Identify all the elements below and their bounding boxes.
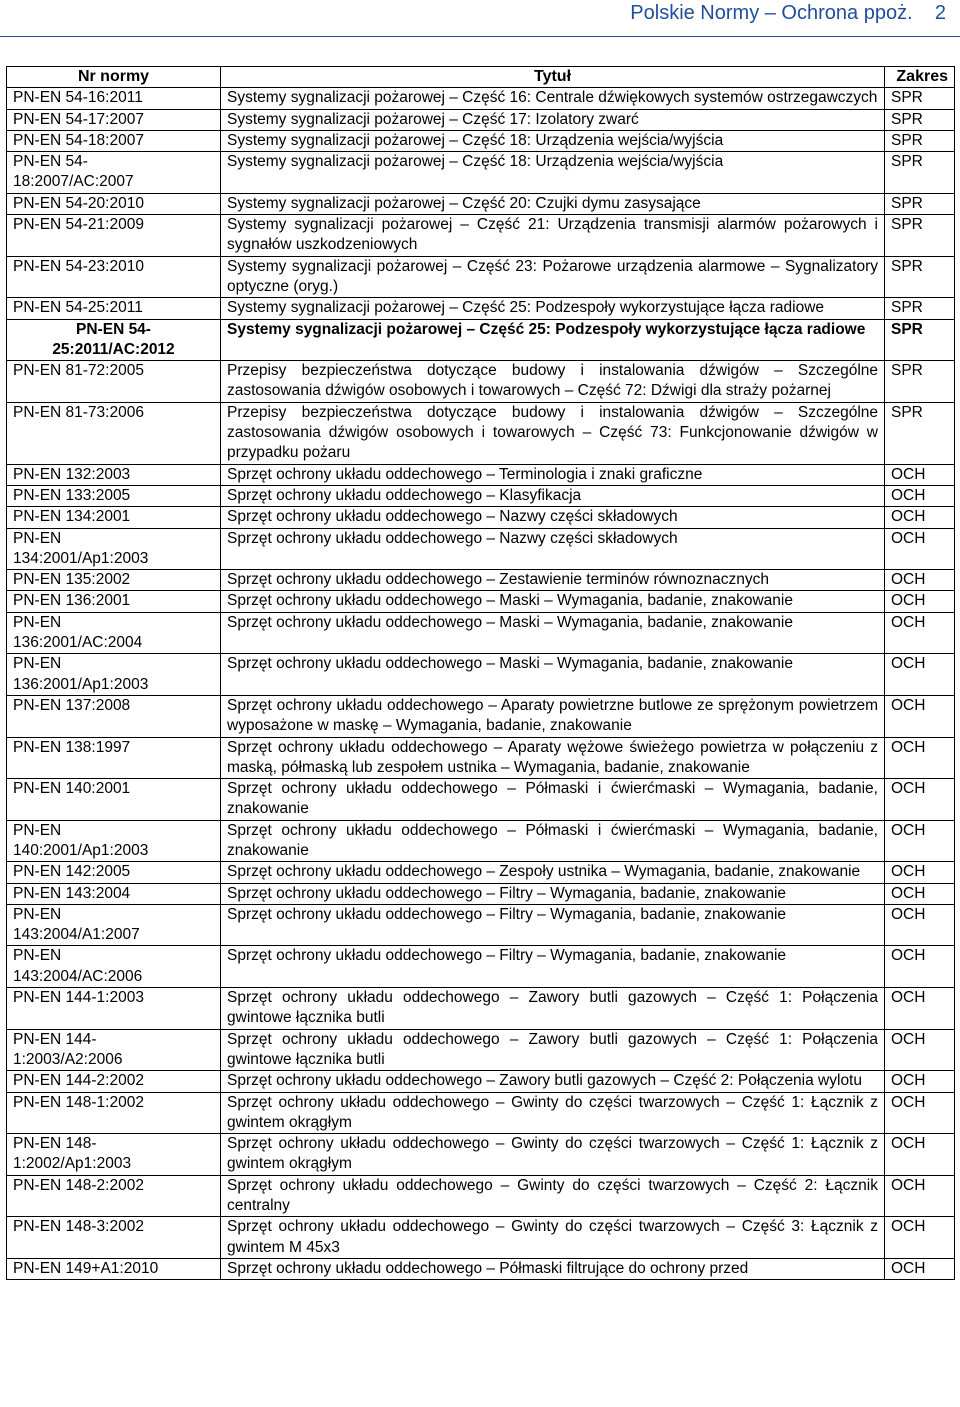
standard-scope-cell: OCH — [885, 1029, 955, 1071]
standard-scope-cell: OCH — [885, 988, 955, 1030]
standard-number-cell: PN-EN 135:2002 — [7, 570, 221, 591]
standard-scope-cell: OCH — [885, 1092, 955, 1134]
column-header-scope: Zakres — [885, 67, 955, 88]
table-row — [7, 1217, 955, 1259]
standard-title-cell: Sprzęt ochrony układu oddechowego – Zawory butli gazowych – Część 2: Połączenia wylotu — [221, 1071, 885, 1092]
standard-number-cell: PN-EN 148-1:2002 — [7, 1092, 221, 1134]
standard-number-cell: PN-EN 136:2001/AC:2004 — [7, 612, 221, 654]
standard-title-cell: Przepisy bezpieczeństwa dotyczące budowy i instalowania dźwigów – Szczególne zastosowania dźwigów osobowych i towarowych – Część 73: Funkcjonowanie dźwigów w przypadku pożaru — [221, 402, 885, 464]
standard-number-cell: PN-EN 54-18:2007 — [7, 130, 221, 151]
standard-title-cell: Sprzęt ochrony układu oddechowego – Klasyfikacja — [221, 485, 885, 506]
table-row — [7, 737, 955, 779]
standard-title-cell: Systemy sygnalizacji pożarowej – Część 25: Podzespoły wykorzystujące łącza radiowe — [221, 298, 885, 319]
standard-scope-cell: OCH — [885, 485, 955, 506]
table-row — [7, 88, 955, 109]
standard-title-cell: Sprzęt ochrony układu oddechowego – Gwinty do części twarzowych – Część 2: Łącznik centralny — [221, 1175, 885, 1217]
standard-scope-cell: OCH — [885, 946, 955, 988]
standard-number-cell: PN-EN 54-17:2007 — [7, 109, 221, 130]
standard-title-cell: Przepisy bezpieczeństwa dotyczące budowy i instalowania dźwigów – Szczególne zastosowania dźwigów osobowych i towarowych – Część 72: Dźwigi dla straży pożarnej — [221, 361, 885, 403]
table-row — [7, 361, 955, 403]
table-row — [7, 654, 955, 696]
standard-title-cell: Sprzęt ochrony układu oddechowego – Terminologia i znaki graficzne — [221, 464, 885, 485]
standard-title-cell: Sprzęt ochrony układu oddechowego – Filtry – Wymagania, badanie, znakowanie — [221, 883, 885, 904]
page-number: 2 — [934, 2, 946, 24]
standard-title-cell: Systemy sygnalizacji pożarowej – Część 16: Centrale dźwiękowych systemów ostrzegawczych — [221, 88, 885, 109]
standard-title-cell: Sprzęt ochrony układu oddechowego – Filtry – Wymagania, badanie, znakowanie — [221, 904, 885, 946]
standard-number-cell: PN-EN 144- 1:2003/A2:2006 — [7, 1029, 221, 1071]
column-header-number: Nr normy — [7, 67, 221, 88]
standard-scope-cell: SPR — [885, 109, 955, 130]
standard-number-cell: PN-EN 132:2003 — [7, 464, 221, 485]
standard-number-cell: PN-EN 54-23:2010 — [7, 256, 221, 298]
standard-number-cell: PN-EN 144-1:2003 — [7, 988, 221, 1030]
standard-title-cell: Sprzęt ochrony układu oddechowego – Półmaski i ćwierćmaski – Wymagania, badanie, znakowanie — [221, 779, 885, 821]
table-row — [7, 109, 955, 130]
standard-title-cell: Sprzęt ochrony układu oddechowego – Maski – Wymagania, badanie, znakowanie — [221, 612, 885, 654]
standard-scope-cell: SPR — [885, 361, 955, 403]
table-row — [7, 507, 955, 528]
standard-scope-cell: OCH — [885, 779, 955, 821]
standard-scope-cell: OCH — [885, 528, 955, 570]
standard-number-cell: PN-EN 142:2005 — [7, 862, 221, 883]
table-row — [7, 256, 955, 298]
standard-number-cell: PN-EN 148-2:2002 — [7, 1175, 221, 1217]
table-row — [7, 1029, 955, 1071]
standard-number-cell: PN-EN 54-16:2011 — [7, 88, 221, 109]
standard-number-cell: PN-EN 134:2001/Ap1:2003 — [7, 528, 221, 570]
standard-number-cell: PN-EN 81-72:2005 — [7, 361, 221, 403]
standard-number-cell: PN-EN 148- 1:2002/Ap1:2003 — [7, 1134, 221, 1176]
standard-scope-cell: OCH — [885, 695, 955, 737]
standard-title-cell: Sprzęt ochrony układu oddechowego – Półmaski filtrujące do ochrony przed — [221, 1258, 885, 1279]
header-title — [630, 2, 946, 25]
table-row — [7, 988, 955, 1030]
standard-scope-cell: OCH — [885, 1258, 955, 1279]
table-row — [7, 1134, 955, 1176]
standard-number-cell: PN-EN 54-21:2009 — [7, 215, 221, 257]
standard-title-cell: Sprzęt ochrony układu oddechowego – Maski – Wymagania, badanie, znakowanie — [221, 591, 885, 612]
standard-number-cell: PN-EN 143:2004 — [7, 883, 221, 904]
standard-scope-cell: OCH — [885, 1217, 955, 1259]
table-row — [7, 779, 955, 821]
standard-number-cell: PN-EN 136:2001/Ap1:2003 — [7, 654, 221, 696]
page-header — [0, 0, 960, 44]
table-row — [7, 862, 955, 883]
standard-scope-cell: OCH — [885, 464, 955, 485]
standard-number-cell: PN-EN 144-2:2002 — [7, 1071, 221, 1092]
table-row — [7, 298, 955, 319]
standard-number-cell: PN-EN 140:2001/Ap1:2003 — [7, 820, 221, 862]
table-row — [7, 193, 955, 214]
table-body — [7, 88, 955, 1280]
table-row — [7, 1175, 955, 1217]
standard-scope-cell: SPR — [885, 402, 955, 464]
standard-scope-cell: SPR — [885, 130, 955, 151]
table-row — [7, 1071, 955, 1092]
standard-scope-cell: OCH — [885, 820, 955, 862]
standard-title-cell: Sprzęt ochrony układu oddechowego – Zawory butli gazowych – Część 1: Połączenia gwintowe łącznika butli — [221, 988, 885, 1030]
table-row — [7, 695, 955, 737]
column-header-title: Tytuł — [221, 67, 885, 88]
table-row — [7, 612, 955, 654]
standard-scope-cell: SPR — [885, 256, 955, 298]
standard-scope-cell: OCH — [885, 570, 955, 591]
standard-number-cell: PN-EN 134:2001 — [7, 507, 221, 528]
standard-number-cell: PN-EN 81-73:2006 — [7, 402, 221, 464]
table-row — [7, 1092, 955, 1134]
standard-number-cell: PN-EN 143:2004/AC:2006 — [7, 946, 221, 988]
table-row — [7, 570, 955, 591]
standard-number-cell: PN-EN 138:1997 — [7, 737, 221, 779]
standard-number-cell: PN-EN 133:2005 — [7, 485, 221, 506]
standard-number-cell: PN-EN 137:2008 — [7, 695, 221, 737]
standard-title-cell: Sprzęt ochrony układu oddechowego – Gwinty do części twarzowych – Część 1: Łącznik z gwintem okrągłym — [221, 1092, 885, 1134]
table-row — [7, 152, 955, 194]
standard-title-cell: Systemy sygnalizacji pożarowej – Część 18: Urządzenia wejścia/wyjścia — [221, 130, 885, 151]
standard-number-cell: PN-EN 54- 25:2011/AC:2012 — [7, 319, 221, 361]
standard-number-cell: PN-EN 136:2001 — [7, 591, 221, 612]
standard-title-cell: Sprzęt ochrony układu oddechowego – Filtry – Wymagania, badanie, znakowanie — [221, 946, 885, 988]
table-row — [7, 485, 955, 506]
standard-number-cell: PN-EN 140:2001 — [7, 779, 221, 821]
table-row — [7, 591, 955, 612]
standard-number-cell: PN-EN 143:2004/A1:2007 — [7, 904, 221, 946]
standard-title-cell: Systemy sygnalizacji pożarowej – Część 20: Czujki dymu zasysające — [221, 193, 885, 214]
standard-number-cell: PN-EN 149+A1:2010 — [7, 1258, 221, 1279]
standard-title-cell: Sprzęt ochrony układu oddechowego – Maski – Wymagania, badanie, znakowanie — [221, 654, 885, 696]
standard-title-cell: Sprzęt ochrony układu oddechowego – Zespoły ustnika – Wymagania, badanie, znakowanie — [221, 862, 885, 883]
standard-scope-cell: OCH — [885, 737, 955, 779]
table-row — [7, 904, 955, 946]
standard-scope-cell: OCH — [885, 862, 955, 883]
standard-scope-cell: SPR — [885, 152, 955, 194]
table-row — [7, 402, 955, 464]
standard-title-cell: Systemy sygnalizacji pożarowej – Część 23: Pożarowe urządzenia alarmowe – Sygnalizatory optyczne (oryg.) — [221, 256, 885, 298]
table-row — [7, 464, 955, 485]
standard-title-cell: Sprzęt ochrony układu oddechowego – Gwinty do części twarzowych – Część 1: Łącznik z gwintem okrągłym — [221, 1134, 885, 1176]
table-row — [7, 946, 955, 988]
standard-title-cell: Systemy sygnalizacji pożarowej – Część 25: Podzespoły wykorzystujące łącza radiowe — [221, 319, 885, 361]
table-row — [7, 820, 955, 862]
standard-title-cell: Sprzęt ochrony układu oddechowego – Półmaski i ćwierćmaski – Wymagania, badanie, znakowanie — [221, 820, 885, 862]
standard-scope-cell: SPR — [885, 88, 955, 109]
table-row — [7, 215, 955, 257]
standard-scope-cell: OCH — [885, 507, 955, 528]
standard-title-cell: Sprzęt ochrony układu oddechowego – Gwinty do części twarzowych – Część 3: Łącznik z gwintem M 45x3 — [221, 1217, 885, 1259]
table-row — [7, 130, 955, 151]
standard-title-cell: Sprzęt ochrony układu oddechowego – Nazwy części składowych — [221, 528, 885, 570]
standard-title-cell: Sprzęt ochrony układu oddechowego – Nazwy części składowych — [221, 507, 885, 528]
standard-number-cell: PN-EN 148-3:2002 — [7, 1217, 221, 1259]
table-row — [7, 883, 955, 904]
standard-scope-cell: OCH — [885, 904, 955, 946]
standard-title-cell: Systemy sygnalizacji pożarowej – Część 17: Izolatory zwarć — [221, 109, 885, 130]
standards-table — [6, 66, 955, 1280]
table-row — [7, 319, 955, 361]
standard-scope-cell: OCH — [885, 591, 955, 612]
table-row — [7, 528, 955, 570]
standard-title-cell: Sprzęt ochrony układu oddechowego – Zawory butli gazowych – Część 1: Połączenia gwintowe łącznika butli — [221, 1029, 885, 1071]
standard-scope-cell: OCH — [885, 883, 955, 904]
standard-title-cell: Systemy sygnalizacji pożarowej – Część 21: Urządzenia transmisji alarmów pożarowych i sygnałów uszkodzeniowych — [221, 215, 885, 257]
header-divider — [0, 36, 960, 37]
standard-number-cell: PN-EN 54-20:2010 — [7, 193, 221, 214]
table-header-row — [7, 67, 955, 88]
standard-number-cell: PN-EN 54-25:2011 — [7, 298, 221, 319]
standard-scope-cell: OCH — [885, 1134, 955, 1176]
standard-scope-cell: OCH — [885, 1175, 955, 1217]
table-row — [7, 1258, 955, 1279]
standard-scope-cell: SPR — [885, 193, 955, 214]
header-title-text: Polskie Normy – Ochrona ppoż. — [630, 2, 913, 24]
standard-scope-cell: SPR — [885, 319, 955, 361]
standard-scope-cell: OCH — [885, 654, 955, 696]
standard-title-cell: Sprzęt ochrony układu oddechowego – Aparaty powietrzne butlowe ze sprężonym powietrzem wyposażone w maskę – Wymagania, badanie, znakowanie — [221, 695, 885, 737]
standard-scope-cell: SPR — [885, 298, 955, 319]
standard-scope-cell: OCH — [885, 612, 955, 654]
standard-title-cell: Systemy sygnalizacji pożarowej – Część 18: Urządzenia wejścia/wyjścia — [221, 152, 885, 194]
standard-scope-cell: SPR — [885, 215, 955, 257]
standard-number-cell: PN-EN 54- 18:2007/AC:2007 — [7, 152, 221, 194]
standard-title-cell: Sprzęt ochrony układu oddechowego – Aparaty wężowe świeżego powietrza w połączeniu z maską, półmaską lub zespołem ustnika – Wymagania, badanie, znakowanie — [221, 737, 885, 779]
standard-title-cell: Sprzęt ochrony układu oddechowego – Zestawienie terminów równoznacznych — [221, 570, 885, 591]
standard-scope-cell: OCH — [885, 1071, 955, 1092]
